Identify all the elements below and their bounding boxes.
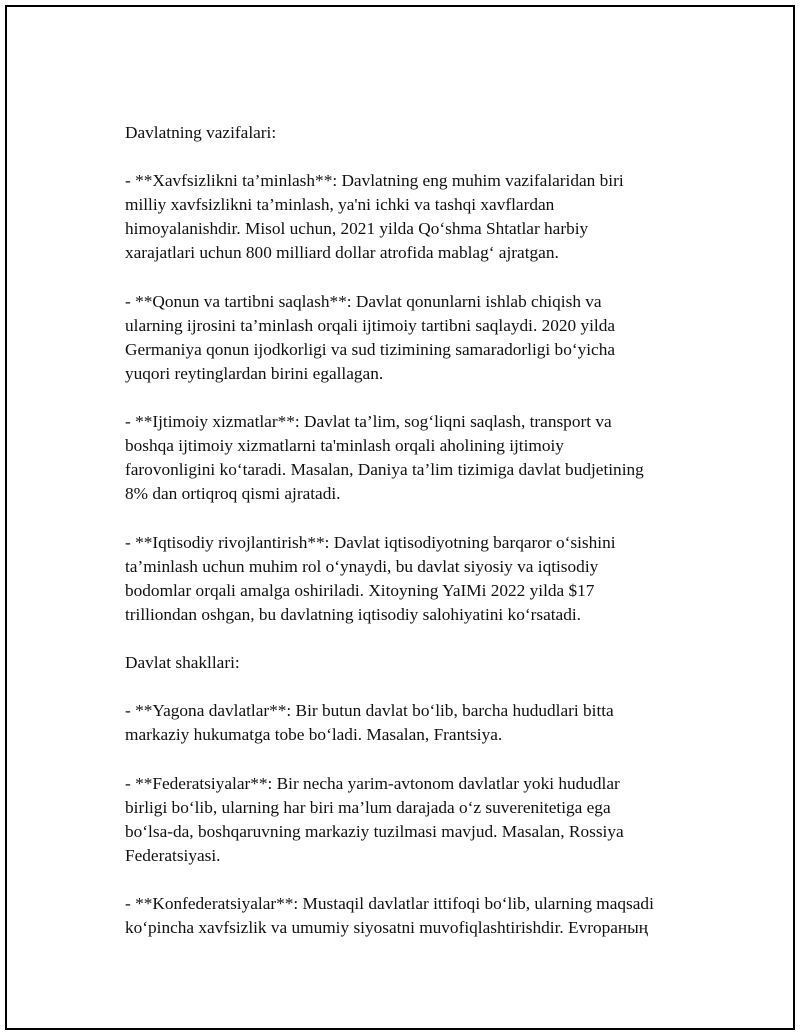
- paragraph-security: - **Xavfsizlikni ta’minlash**: Davlatning eng muhim vazifalaridan biri milliy xavfsizlikni ta’minlash, ya'ni ichki va tashqi xavflardan himoyalanishdir. Misol uchun, 2021 yilda Qo‘shma Shtatlar harbiy xarajatlari uchun 800 milliard dollar atrofida mablag‘ ajratgan.: [125, 171, 624, 263]
- document-body: [125, 121, 705, 964]
- section-heading-functions: Davlatning vazifalari:: [125, 123, 277, 142]
- paragraph-economic-development: - **Iqtisodiy rivojlantirish**: Davlat iqtisodiyotning barqaror o‘sishini ta’minlash uchun muhim rol o‘ynaydi, bu davlat siyosiy va iqtisodiy bodomlar orqali amalga oshiriladi. Xitoyning YaIMi 2022 yilda $17 trilliondan oshgan, bu davlatning iqtisodiy salohiyatini ko‘rsatadi.: [125, 532, 616, 624]
- paragraph-federations: - **Federatsiyalar**: Bir necha yarim-avtonom davlatlar yoki hududlar birligi bo‘lib, ularning har biri ma’lum darajada o‘z suverenitetiga ega bo‘lsa-da, boshqaruvning markaziy tuzilmasi mavjud. Masalan, Rossiya Federatsiyasi.: [125, 773, 624, 865]
- paragraph-law-order: - **Qonun va tartibni saqlash**: Davlat qonunlarni ishlab chiqish va ularning ijrosini ta’minlash orqali ijtimoiy tartibni saqlaydi. 2020 yilda Germaniya qonun ijodkorligi va sud tizimining samaradorligi bo‘yicha yuqori reytinglardan birini egallagan.: [125, 291, 616, 383]
- paragraph-unitary-states: - **Yagona davlatlar**: Bir butun davlat bo‘lib, barcha hududlari bitta markaziy hukumatga tobe bo‘ladi. Masalan, Frantsiya.: [125, 701, 614, 745]
- paragraph-social-services: - **Ijtimoiy xizmatlar**: Davlat ta’lim, sog‘liqni saqlash, transport va boshqa ijtimoiy xizmatlarni ta'minlash orqali aholining ijtimoiy farovonligini ko‘taradi. Masalan, Daniya ta’lim tizimiga davlat budjetining 8% dan ortiqroq qismi ajratadi.: [125, 412, 644, 504]
- document-page: [5, 5, 795, 1030]
- section-heading-forms: Davlat shakllari:: [125, 653, 240, 673]
- paragraph-confederations: - **Konfederatsiyalar**: Mustaqil davlatlar ittifoqi bo‘lib, ularning maqsadi ko‘pincha xavfsizlik va umumiy siyosatni muvofiqlashtirishdir. Evropaның: [125, 894, 654, 938]
